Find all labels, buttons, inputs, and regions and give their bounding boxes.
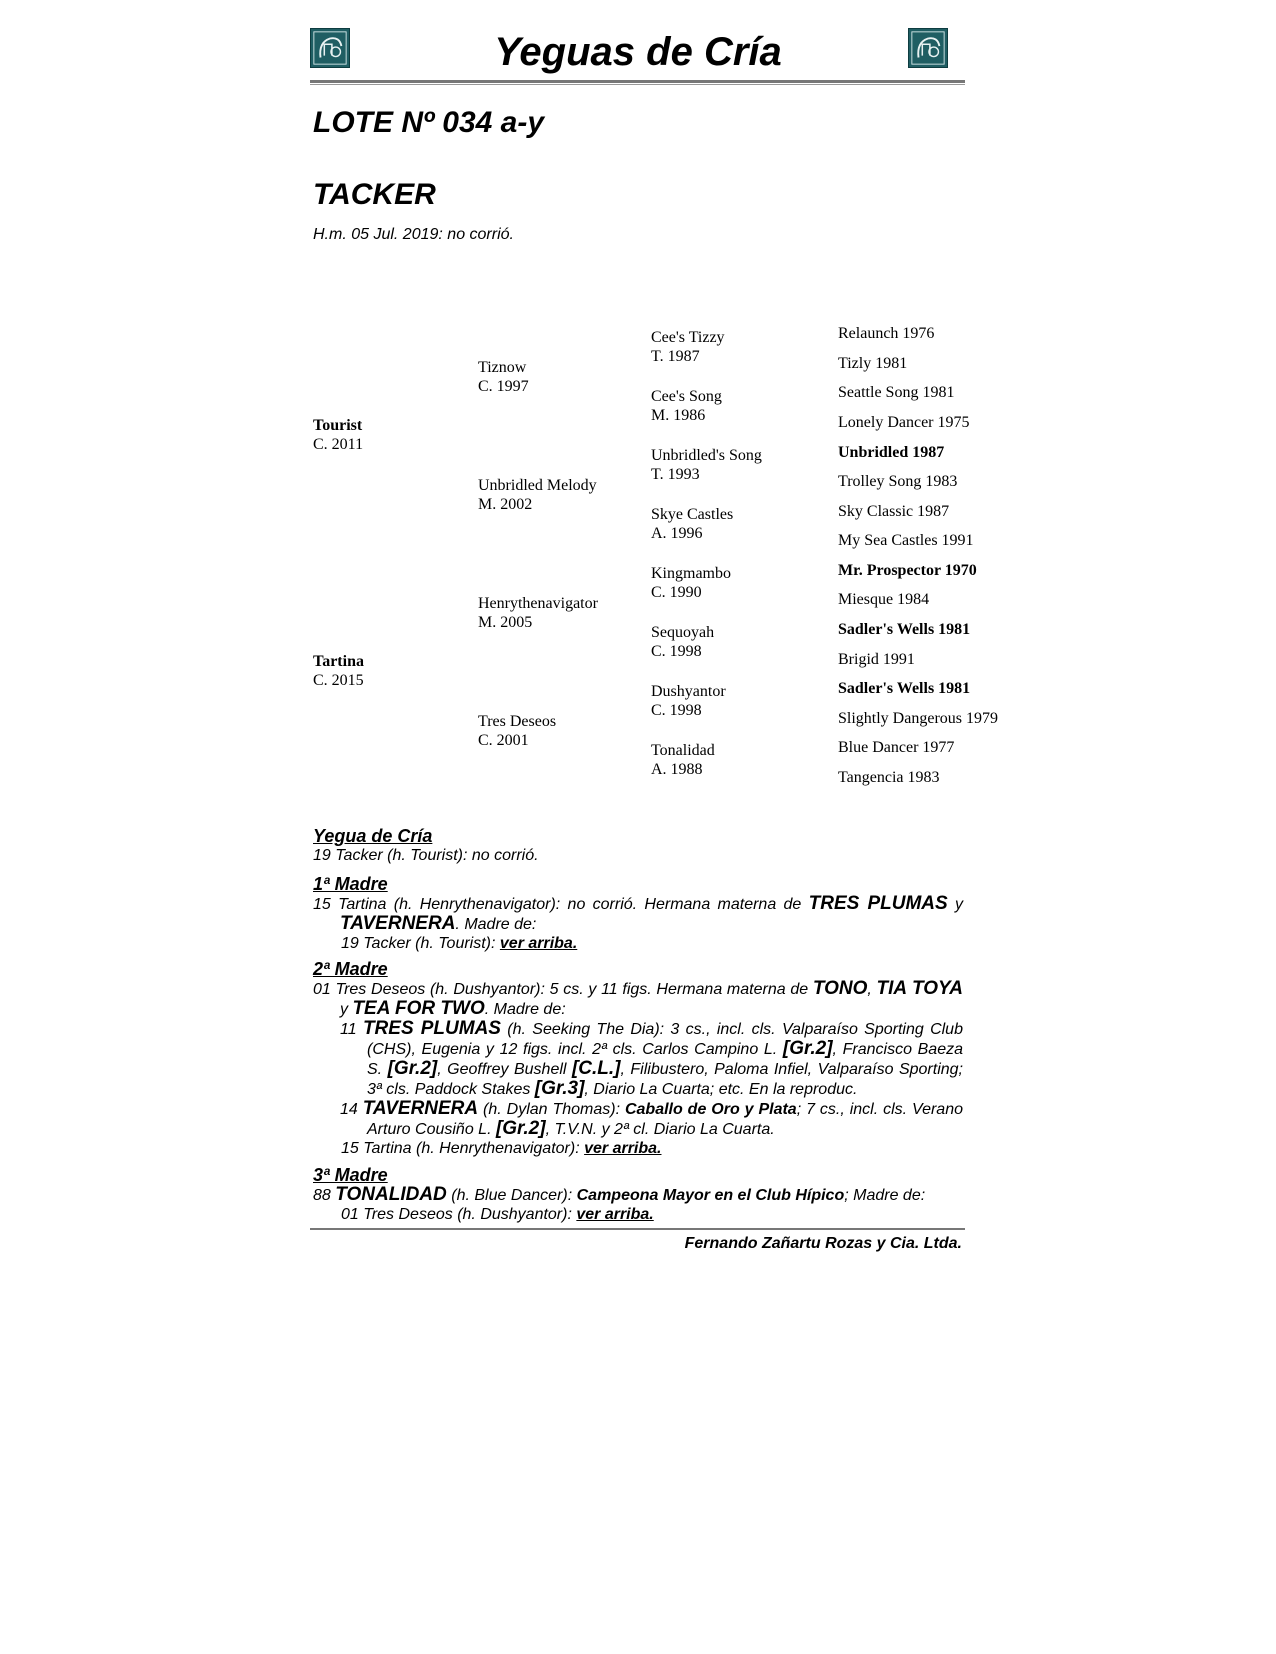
text-run: (h. Dylan Thomas): [478,1101,625,1118]
pedigree-gen4-item: Brigid 1991 [838,651,915,668]
text-run: 11 [340,1021,363,1038]
horse-highlight: TRES PLUMAS [808,893,948,914]
text-run: , Filibustero, Paloma Infiel, Valparaíso Sporting; 3ª cls. Paddock Stakes [367,1061,963,1098]
text-run: 14 [340,1101,363,1118]
pedigree-info: C. 2015 [313,672,364,689]
pedigree-info: A. 1988 [651,761,703,778]
text-run: ; 7 cs., incl. cls. Verano Arturo Cousiño L. [367,1101,963,1138]
pedigree-gen4-item: Seattle Song 1981 [838,384,955,401]
pedigree-name: Tres Deseos [478,713,557,730]
pedigree-gen2-item [478,712,556,750]
section-heading: Yegua de Cría [313,826,433,846]
text-run: y [947,896,963,913]
pedigree-info: M. 1986 [651,407,706,424]
text-run: ; Madre de: [844,1187,926,1204]
pedigree-name: Unbridled's Song [651,447,762,464]
text-run: , [867,981,877,998]
grade-badge: [C.L.] [571,1058,621,1079]
pedigree-name: Henrythenavigator [478,595,598,612]
lot-number: LOTE Nº 034 a-y [313,106,545,139]
see-above-link[interactable]: ver arriba. [584,1140,662,1157]
pedigree-gen4-item: Miesque 1984 [838,591,930,608]
pedigree-name: Tiznow [478,359,527,376]
section-yegua [313,827,963,865]
text-run: 19 Tacker (h. Tourist): [341,935,500,952]
pedigree-info: T. 1993 [651,466,700,483]
pedigree-info: C. 2011 [313,436,364,453]
pedigree-info: C. 2001 [478,732,529,749]
pedigree-gen4-item: Relaunch 1976 [838,325,935,342]
pedigree-info: M. 2005 [478,614,533,631]
pedigree-info: C. 1997 [478,378,529,395]
horse-name: TACKER [313,178,436,211]
pedigree-gen4-item: Sadler's Wells 1981 [838,621,971,638]
pedigree-gen3-item [651,446,762,484]
pedigree-gen4-item: Trolley Song 1983 [838,473,958,490]
pedigree-info: M. 2002 [478,496,533,513]
horse-highlight: TAVERNERA [362,1098,479,1119]
pedigree-dam [313,652,364,690]
text-run: 15 Tartina (h. Henrythenavigator): no corrió. Hermana materna de [313,896,809,913]
award-text: Campeona Mayor en el Club Hípico [576,1187,845,1204]
madre3-paragraph [313,1185,963,1205]
madre2-offspring-1 [313,1019,963,1099]
text-run: (h. Seeking The Dia): 3 cs., incl. cls. Valparaíso Sporting Club (CHS), Eugenia y 12 figs. incl. 2ª cls. Carlos Campino L. [367,1021,963,1058]
pedigree-info: C. 1998 [651,702,702,719]
text-run: , T.V.N. y 2ª cl. Diario La Cuarta. [545,1121,775,1138]
footer-company: Fernando Zañartu Rozas y Cia. Ltda. [684,1235,962,1252]
pedigree-gen3-item [651,328,725,366]
grade-badge: [Gr.2] [782,1038,833,1059]
madre3-offspring [313,1205,963,1224]
section-madre1 [313,875,963,953]
grade-badge: [Gr.2] [387,1058,438,1079]
section-madre3 [313,1166,963,1224]
horse-highlight: TEA FOR TWO [352,998,485,1019]
text-run: 88 [313,1187,336,1204]
madre2-offspring-2 [313,1099,963,1139]
section-line: 19 Tacker (h. Tourist): no corrió. [313,847,539,864]
grade-badge: [Gr.3] [534,1078,585,1099]
pedigree-name: Kingmambo [651,565,731,582]
madre2-offspring-3 [313,1139,963,1158]
birth-info: H.m. 05 Jul. 2019: no corrió. [313,226,514,243]
pedigree-name: Tourist [313,417,363,434]
text-run: 01 Tres Deseos (h. Dushyantor): [341,1206,577,1223]
grade-badge: [Gr.2] [495,1118,546,1139]
pedigree-gen3-item [651,387,722,425]
header-divider-thin [310,84,965,85]
text-run: 01 Tres Deseos (h. Dushyantor): 5 cs. y 11 figs. Hermana materna de [313,981,813,998]
pedigree-name: Cee's Tizzy [651,329,725,346]
madre1-offspring [313,934,963,953]
text-run: (h. Blue Dancer): [446,1187,577,1204]
footer-divider [310,1228,965,1230]
pedigree-gen4-item: Slightly Dangerous 1979 [838,710,998,727]
pedigree-name: Unbridled Melody [478,477,597,494]
see-above-link[interactable]: ver arriba. [576,1206,654,1223]
madre2-paragraph [313,979,963,1019]
pedigree-gen4-item: Tizly 1981 [838,355,908,372]
pedigree-info: A. 1996 [651,525,703,542]
text-run: , Francisco Baeza S. [367,1041,963,1078]
text-run: , Geoffrey Bushell [437,1061,572,1078]
pedigree-name: Tartina [313,653,364,670]
text-run: 15 Tartina (h. Henrythenavigator): [341,1140,585,1157]
text-run: . Madre de: [455,916,537,933]
section-madre2 [313,960,963,1158]
pedigree-name: Sequoyah [651,624,715,641]
pedigree-name: Tonalidad [651,742,715,759]
pedigree-info: T. 1987 [651,348,700,365]
pedigree-gen3-item [651,623,714,661]
pedigree-gen2-item [478,594,598,632]
pedigree-gen3-item [651,741,715,779]
horse-highlight: TAVERNERA [340,913,456,934]
pedigree-gen3-item [651,564,731,602]
pedigree-gen4-item: Lonely Dancer 1975 [838,414,970,431]
award-text: Caballo de Oro y Plata [624,1101,797,1118]
header-divider [310,80,965,83]
text-run: . Madre de: [484,1001,566,1018]
horse-highlight: TONALIDAD [335,1184,447,1205]
pedigree-gen4-item: Mr. Prospector 1970 [838,562,977,579]
madre1-paragraph [313,894,963,934]
text-run: y [340,1001,353,1018]
pedigree-gen4-item: Tangencia 1983 [838,769,940,786]
section-heading: 3ª Madre [313,1165,388,1185]
pedigree-name: Cee's Song [651,388,722,405]
pedigree-gen2-item [478,358,529,396]
pedigree-gen4-item: Sky Classic 1987 [838,503,950,520]
page-title: Yeguas de Cría [494,30,782,74]
text-run: , Diario La Cuarta; etc. En la reproduc. [584,1081,858,1098]
pedigree-info: C. 1990 [651,584,702,601]
pedigree-gen3-item [651,682,726,720]
pedigree-gen4-item: My Sea Castles 1991 [838,532,974,549]
pedigree-name: Skye Castles [651,506,734,523]
pedigree-info: C. 1998 [651,643,702,660]
horse-highlight: TONO [812,978,868,999]
pedigree-sire [313,416,363,454]
section-heading: 1ª Madre [313,874,388,894]
section-heading: 2ª Madre [313,959,388,979]
pedigree-gen4-item: Unbridled 1987 [838,444,945,461]
horse-highlight: TRES PLUMAS [362,1018,501,1039]
see-above-link[interactable]: ver arriba. [499,935,578,952]
horse-highlight: TIA TOYA [876,978,963,999]
pedigree-name: Dushyantor [651,683,726,700]
pedigree-gen2-item [478,476,597,514]
pedigree-gen4-item: Sadler's Wells 1981 [838,680,971,697]
pedigree-gen3-item [651,505,733,543]
pedigree-gen4-item: Blue Dancer 1977 [838,739,955,756]
